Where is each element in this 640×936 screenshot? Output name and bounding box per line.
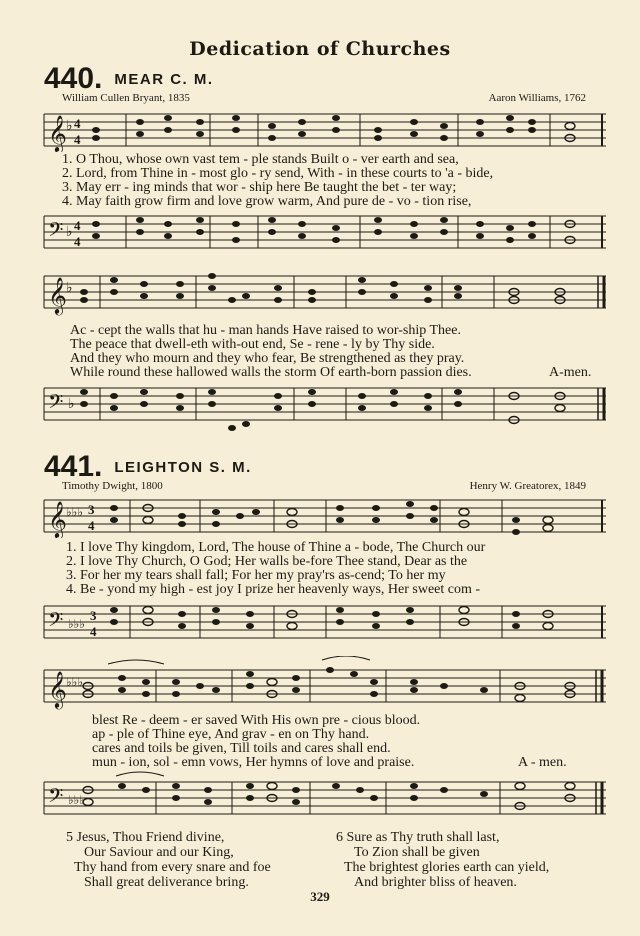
hymn-author: William Cullen Bryant, 1835 <box>62 92 190 104</box>
lyric-line: 1. I love Thy kingdom, Lord, The house of Thine a - bode, The Church our <box>66 540 486 555</box>
stanza-line: Shall great deliverance bring. <box>84 875 249 890</box>
lyric-line: The peace that dwell-eth with-out end, Se - rene - ly by Thy side. <box>70 337 435 352</box>
amen-label: A-men. <box>549 365 592 380</box>
lyric-line: Ac - cept the walls that hu - man hands Have raised to wor-ship Thee. <box>70 323 461 338</box>
page-number: 329 <box>310 889 330 904</box>
svg-text:♭♭♭: ♭♭♭ <box>66 505 83 519</box>
svg-text:𝄞: 𝄞 <box>48 276 67 314</box>
music-staff-bass <box>40 210 610 256</box>
stanza-6 <box>336 830 549 890</box>
svg-text:3: 3 <box>88 502 95 517</box>
stanza-line: Our Saviour and our King, <box>84 845 234 860</box>
svg-text:♭♭♭: ♭♭♭ <box>68 793 85 807</box>
lyric-line: 4. May faith grow firm and love grow warm, And pure de - vo - tion rise, <box>62 194 472 209</box>
svg-text:𝄢: 𝄢 <box>48 784 64 812</box>
stanza-line: And brighter bliss of heaven. <box>354 875 517 890</box>
stanza-line: The brightest glories earth can yield, <box>344 860 550 875</box>
svg-text:𝄢: 𝄢 <box>48 608 64 636</box>
hymn-440-header <box>44 62 214 96</box>
svg-text:♭♭♭: ♭♭♭ <box>68 617 85 631</box>
lyric-line: 3. May err - ing minds that wor - ship here Be taught the bet - ter way; <box>62 180 457 195</box>
svg-text:𝄞: 𝄞 <box>48 670 67 708</box>
stanza-line: 6 Sure as Thy truth shall last, <box>336 830 500 845</box>
svg-text:♭: ♭ <box>68 396 75 412</box>
music-staff-treble <box>40 266 610 322</box>
svg-text:♭: ♭ <box>66 224 73 240</box>
svg-text:4: 4 <box>74 116 81 131</box>
hymn-composer: Aaron Williams, 1762 <box>488 92 586 104</box>
lyric-line: 4. Be - yond my high - est joy I prize her heavenly ways, Her sweet com - <box>66 582 481 597</box>
hymn-composer: Henry W. Greatorex, 1849 <box>469 480 586 492</box>
hymn-441-header <box>44 450 252 484</box>
svg-text:4: 4 <box>74 132 81 147</box>
stanza-line: 5 Jesus, Thou Friend divine, <box>66 830 225 845</box>
amen-label: A - men. <box>518 755 567 770</box>
music-staff-treble <box>40 492 610 538</box>
lyric-line: 3. For her my tears shall fall; For her my pray'rs as-cend; To her my <box>66 568 446 583</box>
lyric-line: 2. I love Thy Church, O God; Her walls be-fore Thee stand, Dear as the <box>66 554 468 569</box>
music-staff-bass <box>40 770 610 820</box>
music-staff-bass <box>40 600 610 646</box>
music-staff-bass <box>40 382 610 438</box>
lyric-line: And they who mourn and they who fear, Be strengthened as they pray. <box>70 351 465 366</box>
section-heading: Dedication of Churches <box>189 38 451 60</box>
hymn-tune: MEAR C. M. <box>114 71 214 88</box>
stanza-line: Thy hand from every snare and foe <box>74 860 271 875</box>
svg-text:4: 4 <box>90 624 97 639</box>
svg-text:𝄞: 𝄞 <box>48 114 67 152</box>
hymn-number: 440. <box>44 62 103 95</box>
svg-text:4: 4 <box>74 234 81 249</box>
lyric-line: 1. O Thou, whose own vast tem - ple stands Built o - ver earth and sea, <box>62 152 459 167</box>
hymn-author: Timothy Dwight, 1800 <box>62 480 163 492</box>
svg-text:♭♭♭: ♭♭♭ <box>66 675 83 689</box>
svg-text:♭: ♭ <box>66 118 73 134</box>
music-staff-treble <box>40 656 610 712</box>
lyric-line: mun - ion, sol - emn vows, Her hymns of love and praise. <box>92 755 415 770</box>
svg-text:4: 4 <box>88 518 95 533</box>
lyric-line: ap - ple of Thine eye, And grav - en on Thy hand. <box>92 727 370 742</box>
svg-text:𝄞: 𝄞 <box>48 500 67 538</box>
svg-text:𝄢: 𝄢 <box>48 390 64 418</box>
svg-text:♭: ♭ <box>66 280 73 296</box>
lyric-line: blest Re - deem - er saved With His own pre - cious blood. <box>92 713 421 728</box>
svg-text:4: 4 <box>74 218 81 233</box>
lyric-line: While round these hallowed walls the storm Of earth-born passion dies. <box>70 365 472 380</box>
hymn-number: 441. <box>44 450 103 483</box>
hymn-tune: LEIGHTON S. M. <box>114 459 252 476</box>
lyric-line: 2. Lord, from Thine in - most glo - ry send, With - in these courts to 'a - bide, <box>62 166 494 181</box>
stanza-line: To Zion shall be given <box>354 845 480 860</box>
lyric-line: cares and toils be given, Till toils and cares shall end. <box>92 741 391 756</box>
stanza-5 <box>66 830 271 890</box>
svg-text:𝄢: 𝄢 <box>48 218 64 246</box>
music-staff-treble <box>40 108 610 152</box>
svg-text:3: 3 <box>90 608 97 623</box>
